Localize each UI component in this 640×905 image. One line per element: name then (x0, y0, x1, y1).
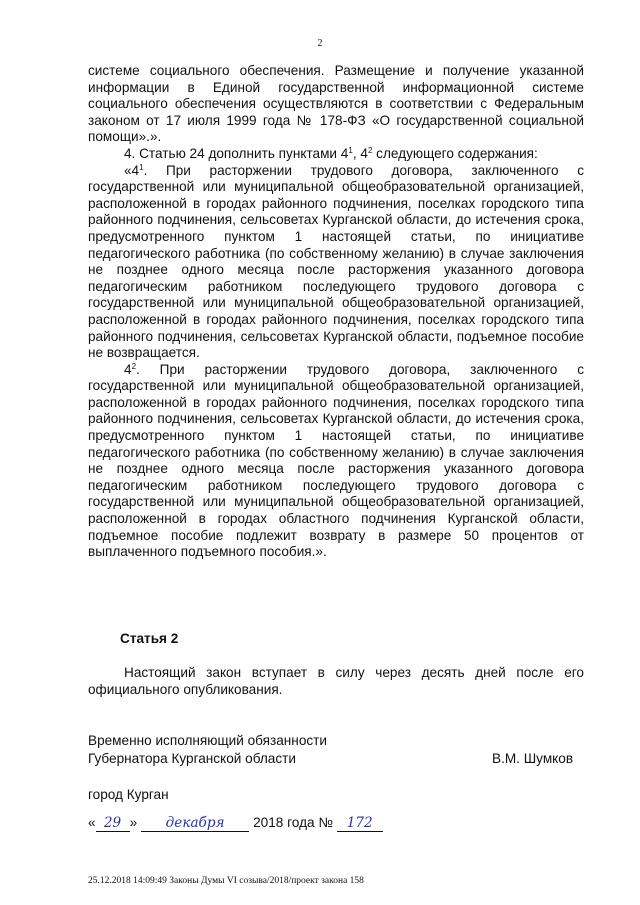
amendment-text-a: 4. Статью 24 дополнить пунктами 4 (124, 145, 349, 161)
point-4-1-text: . При расторжении трудового договора, заключенного с государственной или муниципальной общеобразовательной организацией, расположенной в городах районного подчинения, поселках городского типа районного подчинения, сельсоветах Курганской области, до истечения срока, предусмотренного пунктом 1 настоящей статьи, по инициативе педагогического работника (по собственному желанию) в случае заключения не позднее одного месяца после расторжения указанного договора педагогическим работником последующего трудового договора с государственной или муниципальной общеобразовательной организацией, расположенной в городах районного подчинения, поселках городского типа районного подчинения, сельсоветах Курганской области, подъемное пособие не возвращается. (88, 162, 584, 361)
amendment-text-c: следующего содержания: (372, 145, 538, 161)
signature-title-line2: Губернатора Курганской области (88, 751, 296, 766)
superscript-1: 1 (348, 145, 353, 155)
handwritten-law-number: 172 (337, 815, 383, 832)
point-4-1-prefix: «4 (124, 162, 140, 178)
signatory-name: В.М. Шумков (492, 751, 574, 766)
article-heading: Статья 2 (120, 631, 179, 646)
date-open-quote: « (88, 815, 96, 830)
point-4-2-superscript: 2 (131, 361, 137, 371)
footer-stamp: 25.12.2018 14:09:49 Законы Думы VI созыва/2018/проект закона 158 (88, 876, 364, 886)
city-name: город Курган (88, 787, 169, 802)
paragraph-amendment (88, 146, 584, 163)
final-provision-text: Настоящий закон вступает в силу через десять дней после его официального опубликования. (88, 665, 584, 697)
document-body (88, 63, 584, 561)
superscript-2: 2 (367, 145, 373, 155)
handwritten-day: 29 (96, 815, 130, 832)
date-line (88, 815, 383, 832)
paragraph-intro: системе социального обеспечения. Размещение и получение указанной информации в Единой государственной информационной системе социального обеспечения осуществляются в соответствии с Федеральным законом от 17 июля 1999 года № 178-ФЗ «О государственной социальной помощи».». (88, 63, 584, 145)
date-year-text: 2018 года № (253, 815, 333, 830)
page-number: 2 (317, 38, 323, 49)
point-4-2-prefix: 4 (124, 361, 132, 377)
paragraph-point-4-2 (88, 362, 584, 561)
point-4-1-superscript: 1 (139, 162, 144, 172)
date-close-quote: » (129, 815, 138, 830)
handwritten-month: декабря (141, 815, 249, 832)
paragraph-point-4-1 (88, 163, 584, 362)
signature-title-line1: Временно исполняющий обязанности (88, 733, 327, 748)
point-4-2-text: . При расторжении трудового договора, заключенного с государственной или муниципальной общеобразовательной организацией, расположенной в городах районного подчинения, поселках городского типа районного подчинения, сельсоветах Курганской области, до истечения срока, предусмотренного пунктом 1 настоящей статьи, по инициативе педагогического работника (по собственному желанию) в случае заключения не позднее одного месяца после расторжения указанного договора педагогическим работником последующего трудового договора с государственной или муниципальной общеобразовательной организацией, расположенной в городах областного подчинения Курганской области, подъемное пособие подлежит возврату в размере 50 процентов от выплаченного подъемного пособия.». (88, 361, 584, 560)
final-provision (88, 664, 584, 698)
amendment-text-b: , 4 (352, 145, 368, 161)
